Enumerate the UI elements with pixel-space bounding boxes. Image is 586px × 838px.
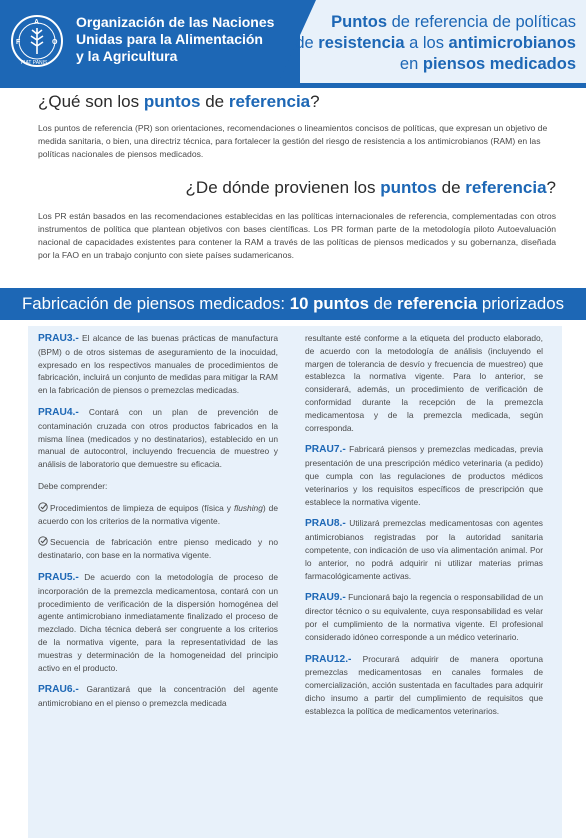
point-text: Fabricará piensos y premezclas medicadas, previa presentación de una prescripción médico veterinaria (a pedido) que cumpla con las regulaciones de productos médicos veterinarios y los requisitos específicos de prescripción que establece la normativa vigente. xyxy=(305,444,543,507)
heading-text: ? xyxy=(310,92,320,111)
point-text: Garantizará que la concentración del agente antimicrobiano en el pienso o premezcla medicada xyxy=(38,684,278,709)
title-text: de xyxy=(295,34,319,52)
banner-bold: 10 puntos xyxy=(289,294,369,313)
heading-text: ¿Qué son los xyxy=(38,92,144,111)
point-code: PRAU6.- xyxy=(38,684,79,696)
heading-text: de xyxy=(200,92,229,111)
point-text: Procurará adquirir de manera oportuna premezclas medicamentosas en canales formales de comercialización, acción sustentada en facultades para adquirir dicho insumo a partir del cumplimiento de requisitos que establezca la política de medicamentos veterinarios. xyxy=(305,653,543,716)
point-code: PRAU9.- xyxy=(305,592,346,604)
org-line: Organización de las Naciones xyxy=(76,14,275,30)
org-line: y la Agricultura xyxy=(76,48,178,64)
title-text: a los xyxy=(404,34,449,52)
definition-paragraph: Los puntos de referencia (PR) son orientaciones, recomendaciones o lineamientos concisos de políticas, que expresan un objetivo de medida sanitaria, o bien, una directriz técnica, para fortalecer la gestión del riesgo de resistencia a los antimicrobianos (RAM) en las políticas nacionales de piensos medicados. xyxy=(38,123,548,159)
logo-letter-f: F xyxy=(16,39,21,46)
banner-text: priorizados xyxy=(477,294,564,313)
point-code: PRAU5.- xyxy=(38,571,79,583)
logo-letter-a: A xyxy=(34,19,40,26)
title-bold: Puntos xyxy=(331,13,388,31)
heading-bold: puntos xyxy=(143,92,201,111)
check-circle-icon xyxy=(38,536,48,546)
title-bold: antimicrobianos xyxy=(448,34,576,52)
question-what-heading xyxy=(38,92,556,112)
checklist-text: Secuencia de fabricación entre pienso medicado y no destinatario, con base en la normativa vigente. xyxy=(38,537,278,561)
point-text: Funcionará bajo la regencia o responsabilidad de un director técnico o su equivalente, cuya responsabilidad es velar por el cumplimiento de la normativa vigente. El profesional considerado idóneo corresponde a un médico veterinario. xyxy=(305,592,543,642)
origin-paragraph: Los PR están basados en las recomendaciones establecidas en las políticas internacionales de referencia, complementadas con otros instrumentos de política que plantean objetivos con bases científicas. Los PR forman parte de la metodología piloto Autoevaluación nacional de capacidades existentes para contener la RAM a través de las políticas de piensos medicados y su gobernanza, diseñada por la FAO en un trabajo conjunto con siete países sudamericanos. xyxy=(38,211,556,260)
reference-point-prau7 xyxy=(305,443,543,508)
banner-text: Fabricación de piensos medicados: xyxy=(22,294,290,313)
reference-point-prau8 xyxy=(305,517,543,582)
left-column xyxy=(38,332,278,719)
point-text: El alcance de las buenas prácticas de manufactura (BPM) o de otros sistemas de aseguramiento de la inocuidad, expresado en los respectivos manuales de procedimientos de fabricación, incluirá un conjunto de medidas para mitigar la RAM en la fabricación de piensos o premezclas medicadas. xyxy=(38,333,278,396)
checklist-italic: flushing xyxy=(234,502,263,513)
reference-point-prau12 xyxy=(305,653,543,718)
point-code: PRAU8.- xyxy=(305,518,346,530)
title-bold: piensos medicados xyxy=(422,55,576,73)
heading-text: ¿De dónde provienen los xyxy=(185,178,381,197)
question-origin-heading xyxy=(38,178,556,198)
point-code: PRAU7.- xyxy=(305,444,346,456)
must-include-label: Debe comprender: xyxy=(38,480,108,491)
heading-bold: referencia xyxy=(465,178,547,197)
reference-point-prau3 xyxy=(38,332,278,397)
banner-bold: referencia xyxy=(397,294,478,313)
checklist-item xyxy=(38,502,278,528)
heading-bold: referencia xyxy=(228,92,311,111)
section-banner xyxy=(0,288,586,320)
point-text: Contará con un plan de prevención de contaminación cruzada con otros productos fabricados en la misma línea (medicados y no destinatarios), establecido en un manual de autocontrol, incluyendo frecuencia de muestreo y análisis de laboratorio que demuestre su eficacia. xyxy=(38,406,278,470)
reference-point-prau5 xyxy=(38,571,278,674)
reference-point-prau6 xyxy=(38,683,278,710)
fao-logo-icon xyxy=(10,14,64,68)
reference-point-prau4 xyxy=(38,406,278,471)
org-line: Unidas para la Alimentación xyxy=(76,31,263,47)
reference-point-prau9 xyxy=(305,591,543,643)
logo-letter-o: O xyxy=(52,39,58,46)
logo-motto: FIAT PANIS xyxy=(21,60,48,66)
heading-text: ? xyxy=(546,178,556,197)
heading-bold: puntos xyxy=(380,178,437,197)
header-stripe xyxy=(0,83,586,88)
header xyxy=(0,0,586,88)
reference-point-prau6-continued: resultante esté conforme a la etiqueta del producto elaborado, de acuerdo con la metodología de análisis (incluyendo el margen de tolerancia de desvío y frecuencia de muestreo) que establezca la normativa vigente. Para lo anterior, se considerará, además, un procedimiento de verificación de conformidad durante la recepción de la premezcla medicamentosa y de la premezcla medicada, según corresponda. xyxy=(305,333,543,433)
checklist-text: ) de acuerdo con los criterios de la normativa vigente. xyxy=(38,502,278,526)
point-code: PRAU4.- xyxy=(38,406,79,418)
right-column xyxy=(305,332,543,727)
point-text: Utilizará premezclas medicamentosas con agentes antimicrobianos registradas por la autoridad sanitaria competente, con indicación de uso vía alimentación animal. Por lo anterior, no podrá adquirir ni utilizar materias primas farmacológicamente activas. xyxy=(305,518,543,581)
title-text: en xyxy=(399,55,423,73)
checklist-item xyxy=(38,536,278,562)
title-text: de referencia de políticas xyxy=(387,13,576,31)
point-text: De acuerdo con la metodología de proceso de incorporación de la premezcla medicamentosa, contará con un procedimiento de verificación de la dispersión homogénea del agente antimicrobiano inmediatamente finalizado el proceso de mezclado. Dicha técnica deberá ser congruente a los criterios de la normativa vigente, para la representatividad de las muestras y determinación de la homogeneidad del principio activo en el producto. xyxy=(38,571,278,673)
document-title xyxy=(276,12,576,75)
point-code: PRAU12.- xyxy=(305,653,352,665)
checklist-text: Procedimientos de limpieza de equipos (física y xyxy=(50,502,234,513)
banner-text: de xyxy=(369,294,397,313)
heading-text: de xyxy=(436,178,466,197)
point-code: PRAU3.- xyxy=(38,333,79,344)
check-circle-icon xyxy=(38,502,48,512)
organization-name xyxy=(76,14,286,65)
title-bold: resistencia xyxy=(318,34,405,52)
